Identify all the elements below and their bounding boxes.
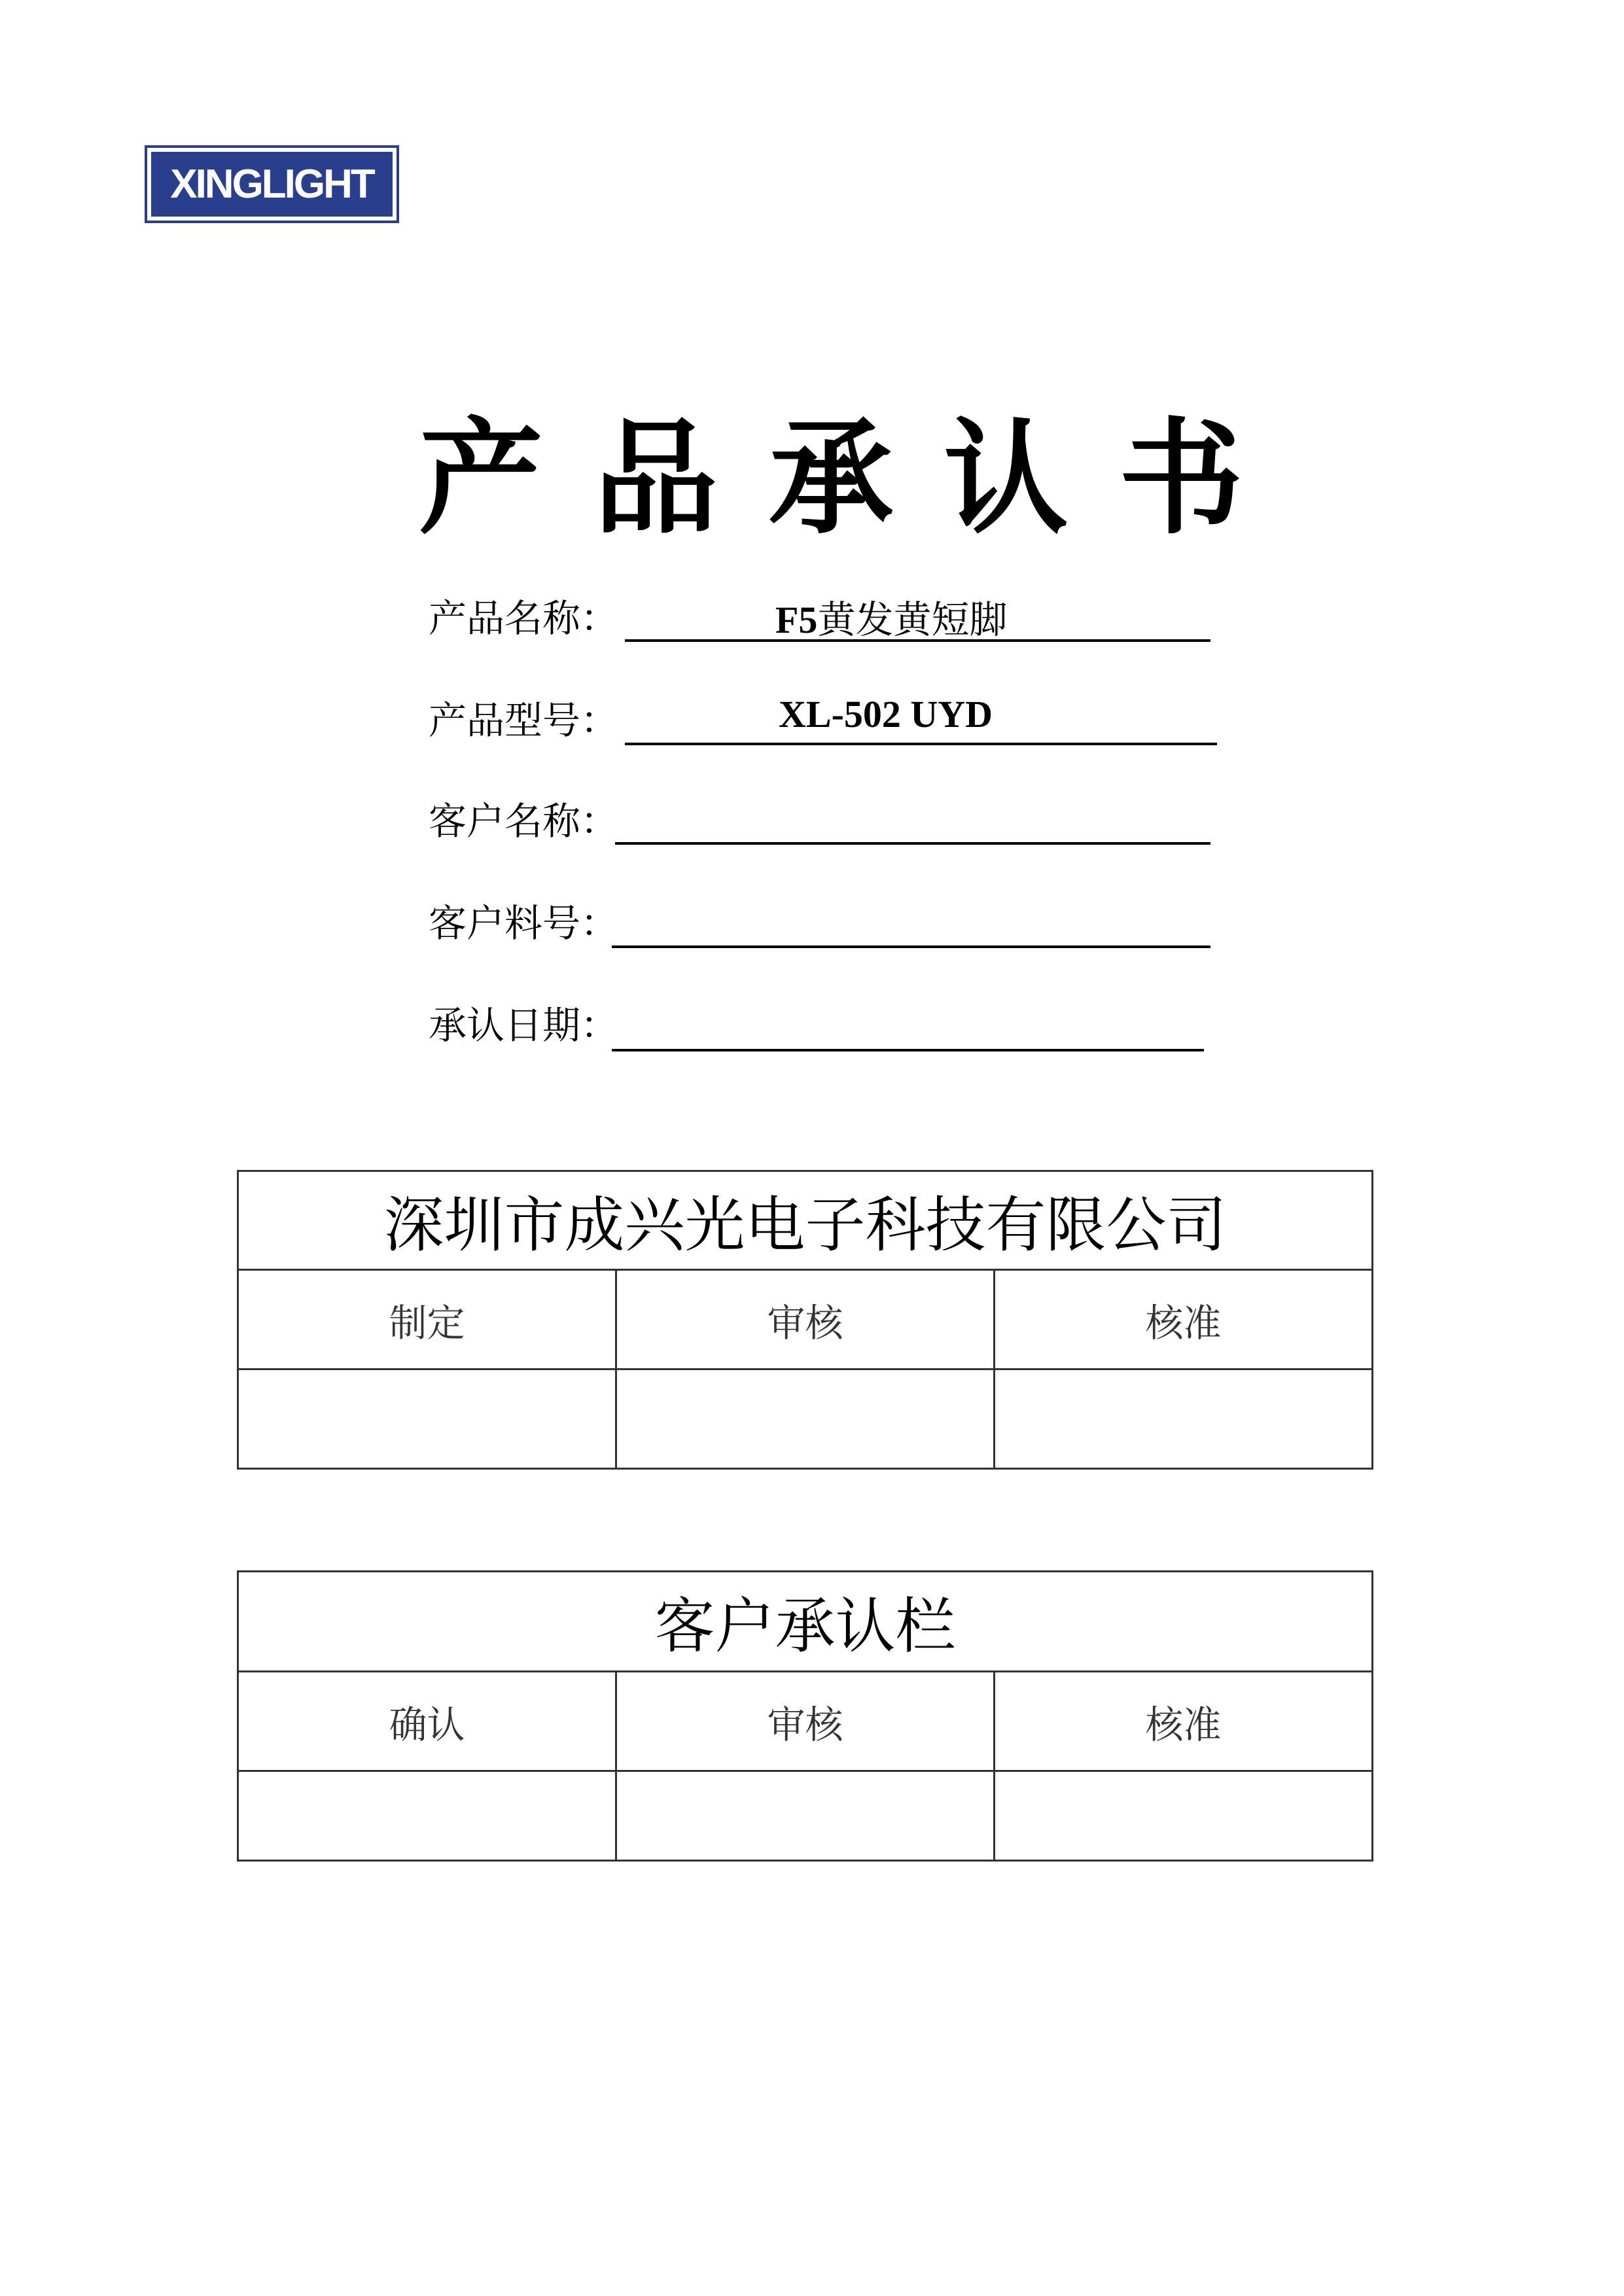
signature-cell[interactable] <box>616 1771 995 1861</box>
column-reviewed: 审核 <box>616 1270 995 1369</box>
customer-name-line <box>615 842 1210 845</box>
signature-cell[interactable] <box>995 1771 1373 1861</box>
product-model-label: 产品型号： <box>429 698 619 743</box>
customer-approval-table <box>237 1570 1373 1862</box>
column-approved: 核准 <box>995 1270 1373 1369</box>
column-prepared: 制定 <box>238 1270 616 1369</box>
signature-cell[interactable] <box>238 1771 616 1861</box>
supplier-signoff-table <box>237 1170 1373 1470</box>
customer-name-label: 客户名称： <box>429 799 619 843</box>
title-char: 产 <box>419 406 544 551</box>
product-name-value <box>775 589 1007 644</box>
product-name-prefix: F5 <box>775 599 818 641</box>
watermark <box>784 1152 849 1165</box>
title-char: 认 <box>944 406 1068 551</box>
product-name-text: 黄发黄短脚 <box>817 597 1008 642</box>
signature-cell[interactable] <box>616 1369 995 1469</box>
column-confirmed: 确认 <box>238 1672 616 1771</box>
title-char: 承 <box>768 406 893 551</box>
column-reviewed: 审核 <box>616 1672 995 1771</box>
product-name-label: 产品名称： <box>429 596 619 641</box>
page-title <box>419 393 1243 551</box>
company-name: 深圳市成兴光电子科技有限公司 <box>238 1171 1373 1270</box>
customer-part-line <box>612 945 1210 948</box>
approval-date-line <box>612 1049 1204 1051</box>
company-logo <box>145 145 399 223</box>
product-model-value: XL-502 UYD <box>779 693 993 735</box>
approval-date-label: 承认日期： <box>429 1003 619 1048</box>
signature-cell[interactable] <box>995 1369 1373 1469</box>
column-approved: 核准 <box>995 1672 1373 1771</box>
customer-approval-title: 客户承认栏 <box>238 1572 1373 1672</box>
signature-cell[interactable] <box>238 1369 616 1469</box>
customer-part-label: 客户料号： <box>429 901 619 945</box>
title-char: 书 <box>1118 406 1243 551</box>
logo-text: XINGLIGHT <box>151 152 393 217</box>
product-model-line <box>625 743 1217 745</box>
title-char: 品 <box>593 406 718 551</box>
